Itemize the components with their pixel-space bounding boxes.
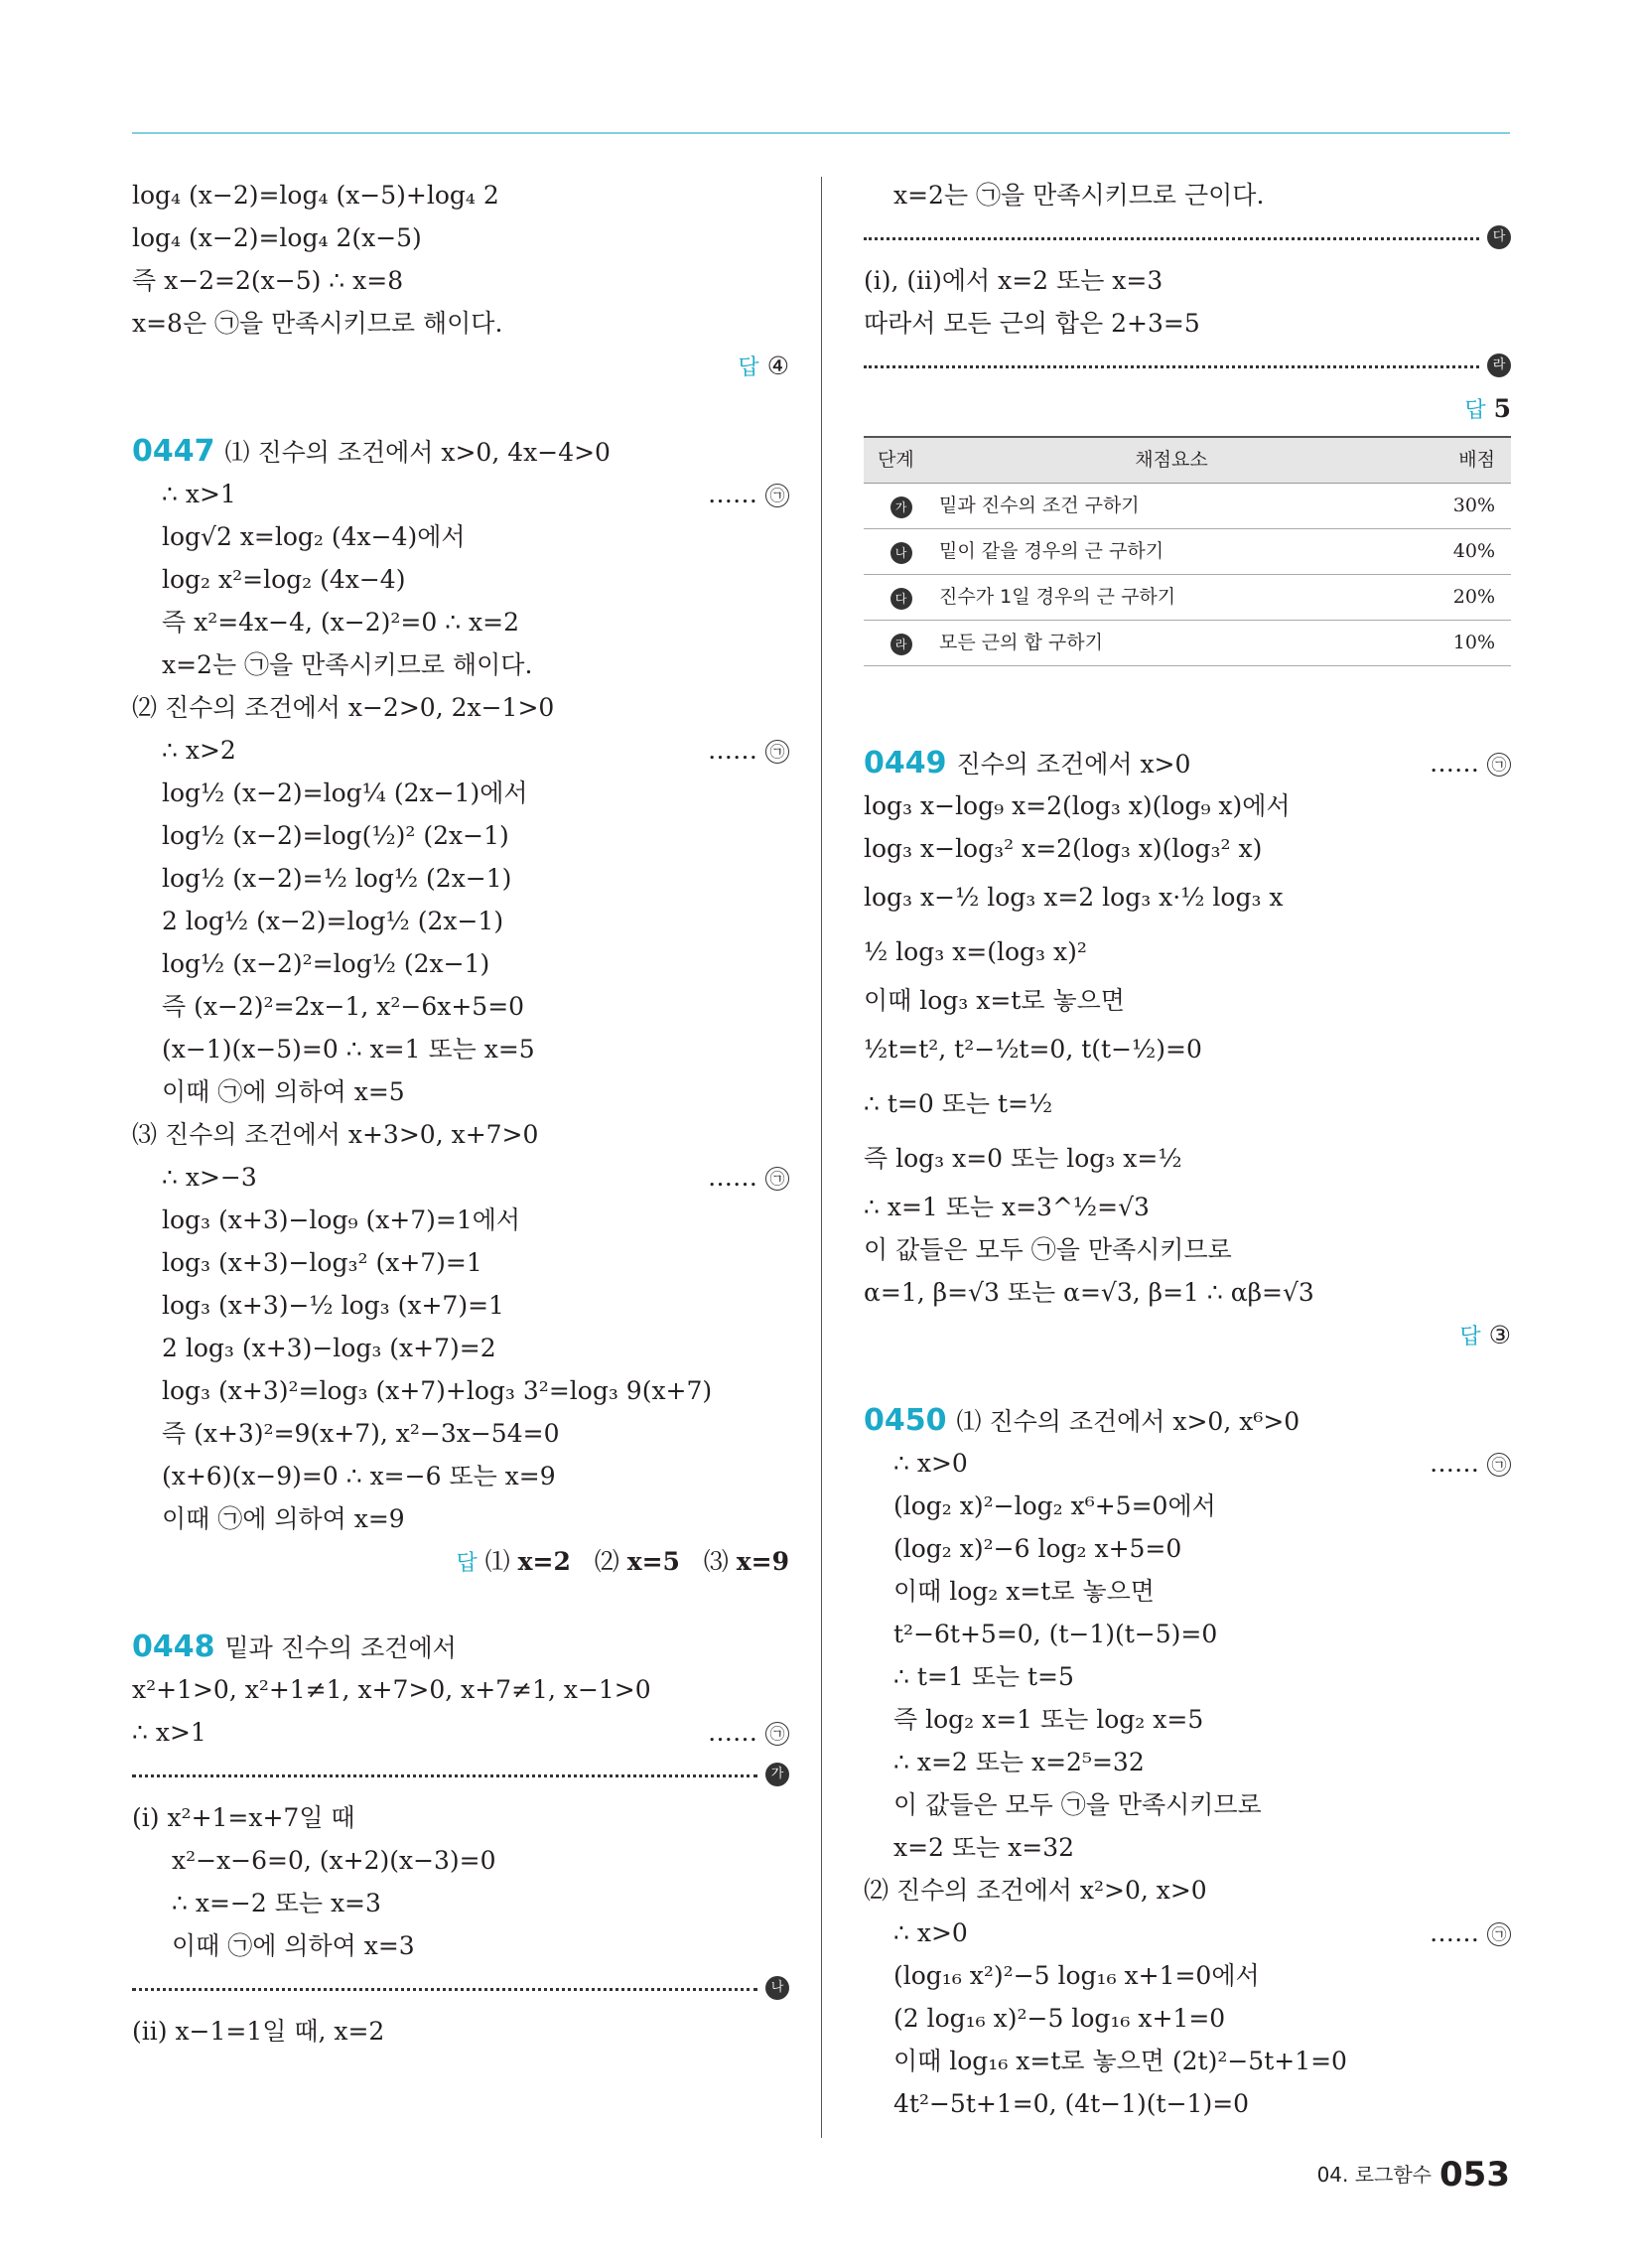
answer-value: ③ <box>1488 1321 1511 1349</box>
math-line: 4t²−5t+1=0, (4t−1)(t−1)=0 <box>893 2089 1250 2118</box>
math-text: 진수의 조건에서 x>0 <box>956 750 1191 779</box>
math-line: (2 log₁₆ x)²−5 log₁₆ x+1=0 <box>893 2004 1226 2033</box>
math-line: ∴ x=1 또는 x=3^½=√3 <box>864 1193 1150 1221</box>
table-row <box>864 484 1511 529</box>
math-line: log₃ x−log₃² x=2(log₃ x)(log₃² x) <box>864 834 1263 863</box>
math-line: log₃ x−log₉ x=2(log₃ x)(log₉ x)에서 <box>864 791 1291 820</box>
math-line: 밑과 진수의 조건에서 <box>224 1633 457 1662</box>
table-row <box>864 575 1511 621</box>
condition-marker <box>708 1156 789 1199</box>
answer-line <box>864 387 1511 430</box>
answer-line <box>132 1540 789 1583</box>
problem-number: 0447 <box>132 434 215 469</box>
problem-0448-head <box>132 1626 789 1668</box>
step-badge: 라 <box>1487 354 1511 377</box>
math-line: 따라서 모든 근의 합은 2+3=5 <box>864 309 1200 338</box>
math-line: log₃ (x+3)²=log₃ (x+7)+log₃ 3²=log₃ 9(x+7) <box>162 1376 713 1405</box>
ellipsis: …… <box>1430 749 1480 778</box>
problem-number: 0450 <box>864 1403 947 1438</box>
header-item: 채점요소 <box>938 437 1405 484</box>
math-line: ⑵ 진수의 조건에서 x²>0, x>0 <box>864 1876 1207 1905</box>
math-line <box>864 1912 1511 1954</box>
math-line <box>864 1442 1511 1485</box>
answer-part-label: ⑴ <box>484 1547 510 1576</box>
math-line: (log₁₆ x²)²−5 log₁₆ x+1=0에서 <box>893 1961 1260 1990</box>
ellipsis: …… <box>708 736 758 765</box>
math-line: ∴ t=1 또는 t=5 <box>893 1662 1074 1691</box>
math-line: log½ (x−2)=½ log½ (2x−1) <box>162 864 512 893</box>
math-line: ½t=t², t²−½t=0, t(t−½)=0 <box>864 1035 1202 1063</box>
math-line: 2 log½ (x−2)=log½ (2x−1) <box>162 907 504 935</box>
math-line: log½ (x−2)=log¼ (2x−1)에서 <box>162 779 528 807</box>
math-line: 이때 log₃ x=t로 놓으면 <box>864 986 1125 1015</box>
math-line: log₄ (x−2)=log₄ (x−5)+log₄ 2 <box>132 181 499 210</box>
math-line: (log₂ x)²−6 log₂ x+5=0 <box>893 1534 1182 1563</box>
math-line: 이때 ㉠에 의하여 x=3 <box>172 1931 415 1960</box>
ellipsis: …… <box>708 1163 758 1192</box>
math-line: x²+1>0, x²+1≠1, x+7>0, x+7≠1, x−1>0 <box>132 1675 651 1704</box>
math-line <box>132 729 789 772</box>
math-line: log½ (x−2)²=log½ (2x−1) <box>162 949 490 978</box>
step-badge: 다 <box>1487 225 1511 249</box>
answer-label: 답 <box>1459 1325 1481 1349</box>
condition-marker <box>1430 742 1511 784</box>
answer-label: 답 <box>1464 398 1486 423</box>
math-line: 이때 log₁₆ x=t로 놓으면 (2t)²−5t+1=0 <box>893 2047 1347 2075</box>
problem-number: 0448 <box>132 1630 215 1664</box>
step-divider <box>132 1967 789 2010</box>
math-line: (ⅰ) x²+1=x+7일 때 <box>132 1803 355 1832</box>
problem-number: 0449 <box>864 746 947 780</box>
math-line: ⑶ 진수의 조건에서 x+3>0, x+7>0 <box>132 1120 539 1149</box>
math-line: 이때 ㉠에 의하여 x=9 <box>162 1504 405 1533</box>
math-line: ∴ t=0 또는 t=½ <box>864 1089 1053 1118</box>
ellipsis: …… <box>1430 1918 1480 1947</box>
table-cell: 밑이 같을 경우의 근 구하기 <box>938 529 1405 575</box>
problem-0450-head <box>864 1399 1511 1442</box>
table-cell: 모든 근의 합 구하기 <box>938 621 1405 666</box>
problem-0447-head <box>132 430 789 473</box>
math-line: ⑵ 진수의 조건에서 x−2>0, 2x−1>0 <box>132 693 555 722</box>
header-score: 배점 <box>1405 437 1511 484</box>
math-text: ∴ x>1 <box>162 480 236 508</box>
math-line: 이 값들은 모두 ㉠을 만족시키므로 <box>864 1235 1232 1264</box>
step-badge: 라 <box>890 634 912 655</box>
math-line: log₄ (x−2)=log₄ 2(x−5) <box>132 223 422 252</box>
math-line: log₃ (x+3)−log₉ (x+7)=1에서 <box>162 1205 521 1234</box>
answer-value: x=2 <box>517 1547 571 1576</box>
table-cell: 10% <box>1405 621 1511 666</box>
table-cell: 진수가 1일 경우의 근 구하기 <box>938 575 1405 621</box>
circle-marker: ㉠ <box>765 740 789 764</box>
page-footer <box>1317 2155 1510 2195</box>
math-line: x=2는 ㉠을 만족시키므로 해이다. <box>162 650 533 679</box>
math-line: 즉 (x−2)²=2x−1, x²−6x+5=0 <box>162 992 525 1021</box>
math-line: 즉 log₂ x=1 또는 log₂ x=5 <box>893 1705 1204 1734</box>
circle-marker: ㉠ <box>1487 1453 1511 1477</box>
math-line: 즉 x−2=2(x−5) ∴ x=8 <box>132 266 404 295</box>
answer-line <box>132 345 789 387</box>
header-rule <box>132 132 1510 134</box>
condition-marker <box>1430 1442 1511 1485</box>
ellipsis: …… <box>1430 1449 1480 1478</box>
answer-label: 답 <box>456 1551 478 1576</box>
step-badge: 나 <box>890 542 912 564</box>
math-line: 이때 log₂ x=t로 놓으면 <box>893 1577 1155 1606</box>
table-row <box>864 529 1511 575</box>
math-line <box>132 473 789 515</box>
table-header <box>864 437 1511 484</box>
step-divider <box>864 345 1511 387</box>
step-badge: 나 <box>765 1976 789 2000</box>
math-text: ∴ x>0 <box>893 1449 968 1478</box>
math-text: ∴ x>−3 <box>162 1163 257 1192</box>
math-line: x=8은 ㉠을 만족시키므로 해이다. <box>132 309 503 338</box>
math-line: 즉 (x+3)²=9(x+7), x²−3x−54=0 <box>162 1419 560 1448</box>
condition-marker <box>708 1711 789 1754</box>
answer-value: 5 <box>1493 394 1511 423</box>
math-line: 이 값들은 모두 ㉠을 만족시키므로 <box>893 1790 1262 1819</box>
math-line: 2 log₃ (x+3)−log₃ (x+7)=2 <box>162 1334 496 1362</box>
math-line: ∴ x=2 또는 x=2⁵=32 <box>893 1748 1145 1776</box>
header-step: 단계 <box>864 437 938 484</box>
answer-value: x=9 <box>736 1547 789 1576</box>
math-line: ⑴ 진수의 조건에서 x>0, 4x−4>0 <box>224 438 611 467</box>
answer-value: x=5 <box>626 1547 680 1576</box>
answer-line <box>864 1314 1511 1356</box>
math-line: x=2 또는 x=32 <box>893 1833 1075 1862</box>
math-line: log₂ x²=log₂ (4x−4) <box>162 565 406 594</box>
math-text: ∴ x>2 <box>162 736 236 765</box>
math-line <box>132 1711 789 1754</box>
math-line: ⑴ 진수의 조건에서 x>0, x⁶>0 <box>956 1407 1300 1436</box>
math-line: log₃ (x+3)−log₃² (x+7)=1 <box>162 1248 482 1277</box>
ellipsis: …… <box>708 480 758 508</box>
math-line: log₃ x−½ log₃ x=2 log₃ x·½ log₃ x <box>864 883 1284 912</box>
step-divider <box>132 1754 789 1796</box>
condition-marker <box>708 729 789 772</box>
circle-marker: ㉠ <box>765 1167 789 1191</box>
circle-marker: ㉠ <box>1487 753 1511 777</box>
math-line: ½ log₃ x=(log₃ x)² <box>864 937 1087 966</box>
step-badge: 다 <box>890 588 912 610</box>
math-text: ∴ x>1 <box>132 1718 206 1747</box>
step-divider <box>864 216 1511 259</box>
table-cell: 40% <box>1405 529 1511 575</box>
condition-marker <box>1430 1912 1511 1954</box>
left-column <box>132 174 789 2053</box>
math-line: (x+6)(x−9)=0 ∴ x=−6 또는 x=9 <box>162 1462 556 1490</box>
math-line: t²−6t+5=0, (t−1)(t−5)=0 <box>893 1620 1218 1648</box>
condition-marker <box>708 473 789 515</box>
table-cell: 밑과 진수의 조건 구하기 <box>938 484 1405 529</box>
math-line: log√2 x=log₂ (4x−4)에서 <box>162 522 466 551</box>
ellipsis: …… <box>708 1718 758 1747</box>
math-line: x²−x−6=0, (x+2)(x−3)=0 <box>172 1846 496 1875</box>
step-badge: 가 <box>890 496 912 518</box>
step-badge: 가 <box>765 1763 789 1786</box>
math-line: 즉 x²=4x−4, (x−2)²=0 ∴ x=2 <box>162 608 520 637</box>
page-number: 053 <box>1439 2155 1510 2195</box>
math-line: ∴ x=−2 또는 x=3 <box>172 1889 381 1917</box>
circle-marker: ㉠ <box>1487 1922 1511 1946</box>
answer-part-label: ⑶ <box>703 1547 729 1576</box>
math-line: (log₂ x)²−log₂ x⁶+5=0에서 <box>893 1491 1216 1520</box>
math-text: ∴ x>0 <box>893 1918 968 1947</box>
math-line: 이때 ㉠에 의하여 x=5 <box>162 1077 405 1106</box>
circle-marker: ㉠ <box>765 484 789 507</box>
column-divider <box>821 177 822 2138</box>
chapter-label: 04. 로그함수 <box>1316 2163 1433 2187</box>
right-column <box>864 174 1511 2125</box>
math-line: (x−1)(x−5)=0 ∴ x=1 또는 x=5 <box>162 1035 535 1063</box>
circle-marker: ㉠ <box>765 1722 789 1746</box>
math-line: (ⅱ) x−1=1일 때, x=2 <box>132 2017 385 2046</box>
table-cell: 20% <box>1405 575 1511 621</box>
math-line <box>132 1156 789 1199</box>
math-line: 즉 log₃ x=0 또는 log₃ x=½ <box>864 1144 1182 1173</box>
math-line: α=1, β=√3 또는 α=√3, β=1 ∴ αβ=√3 <box>864 1278 1314 1307</box>
math-line: x=2는 ㉠을 만족시키므로 근이다. <box>893 181 1265 210</box>
table-row <box>864 621 1511 666</box>
math-line: log₃ (x+3)−½ log₃ (x+7)=1 <box>162 1291 504 1320</box>
math-line: log½ (x−2)=log(½)² (2x−1) <box>162 821 509 850</box>
math-line: (ⅰ), (ⅱ)에서 x=2 또는 x=3 <box>864 266 1163 295</box>
problem-0449-head <box>864 742 1511 784</box>
table-cell: 30% <box>1405 484 1511 529</box>
answer-label: 답 <box>738 355 759 380</box>
scoring-table <box>864 436 1511 666</box>
answer-value: ④ <box>766 352 789 380</box>
answer-part-label: ⑵ <box>594 1547 619 1576</box>
